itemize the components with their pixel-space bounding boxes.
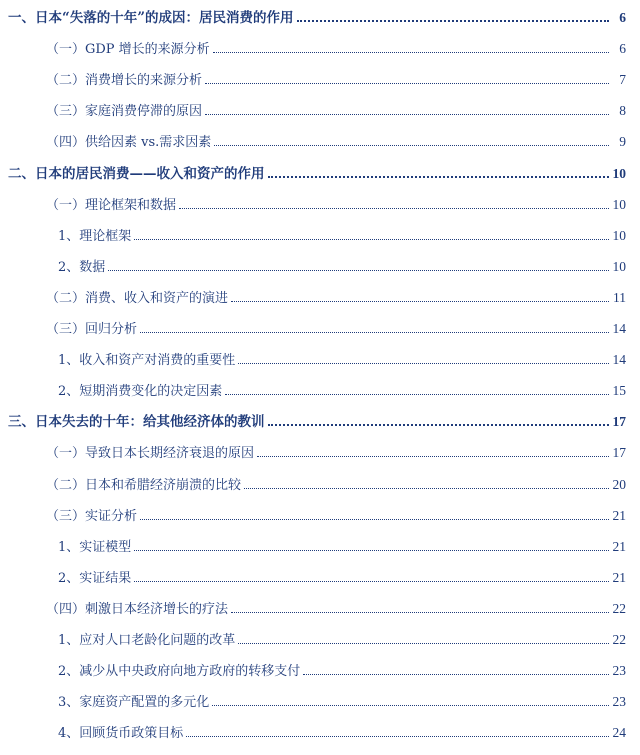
toc-entry-label: （一）理论框架和数据 <box>46 197 177 213</box>
dot-leader <box>238 362 609 364</box>
toc-chapter-entry[interactable] <box>0 408 640 430</box>
toc-subsection-entry[interactable] <box>0 626 640 648</box>
toc-entry-label: （四）刺激日本经济增长的疗法 <box>46 601 229 617</box>
toc-entry-label: 1、实证模型 <box>58 539 132 555</box>
dot-leader <box>268 423 610 426</box>
toc-entry-label: 2、实证结果 <box>58 570 132 586</box>
dot-leader <box>297 19 609 22</box>
toc-page-number: 10 <box>612 165 626 181</box>
toc-entry-label: 一、日本“失落的十年”的成因：居民消费的作用 <box>8 10 294 26</box>
dot-leader <box>214 144 609 146</box>
toc-section-entry[interactable] <box>0 315 640 337</box>
toc-page-number: 21 <box>612 507 626 523</box>
toc-page-number: 22 <box>612 600 626 616</box>
dot-leader <box>140 518 609 520</box>
toc-chapter-entry[interactable] <box>0 4 640 26</box>
toc-subsection-entry[interactable] <box>0 346 640 368</box>
toc-page-number: 21 <box>612 569 626 585</box>
dot-leader <box>225 393 609 395</box>
toc-section-entry[interactable] <box>0 502 640 524</box>
toc-section-entry[interactable] <box>0 471 640 493</box>
toc-entry-label: （三）回归分析 <box>46 322 138 337</box>
dot-leader <box>134 549 609 551</box>
toc-page-number: 8 <box>619 103 626 119</box>
toc-page-number: 14 <box>612 352 626 368</box>
toc-subsection-entry[interactable] <box>0 719 640 741</box>
toc-page-number: 23 <box>612 694 626 710</box>
toc-section-entry[interactable] <box>0 128 640 150</box>
toc-entry-label: （四）供给因素 vs.需求因素 <box>46 135 212 151</box>
dot-leader <box>186 735 609 737</box>
toc-entry-label: 2、短期消费变化的决定因素 <box>58 384 223 400</box>
dot-leader <box>205 113 609 115</box>
toc-entry-label: 三、日本失去的十年：给其他经济体的教训 <box>8 414 265 431</box>
dot-leader <box>238 642 609 644</box>
toc-section-entry[interactable] <box>0 66 640 88</box>
toc-entry-label: （三）家庭消费停滞的原因 <box>46 104 203 120</box>
toc-page-number: 23 <box>612 663 626 679</box>
toc-page-number: 17 <box>612 414 626 430</box>
toc-section-entry[interactable] <box>0 284 640 306</box>
toc-page-number: 14 <box>612 321 626 336</box>
toc-subsection-entry[interactable] <box>0 253 640 275</box>
dot-leader <box>134 238 609 240</box>
toc-page-number: 6 <box>619 41 626 57</box>
toc-chapter-entry[interactable] <box>0 160 640 182</box>
toc-section-entry[interactable] <box>0 191 640 213</box>
toc-page-number: 21 <box>612 538 626 554</box>
toc-section-entry[interactable] <box>0 439 640 461</box>
toc-entry-label: 1、收入和资产对消费的重要性 <box>58 353 236 369</box>
dot-leader <box>205 82 609 84</box>
dot-leader <box>244 487 609 489</box>
toc-entry-label: 二、日本的居民消费——收入和资产的作用 <box>8 165 265 182</box>
dot-leader <box>257 455 609 457</box>
dot-leader <box>179 207 609 209</box>
toc-subsection-entry[interactable] <box>0 657 640 679</box>
toc-entry-label: 3、家庭资产配置的多元化 <box>58 695 210 711</box>
toc-page-number: 10 <box>612 258 626 274</box>
toc-subsection-entry[interactable] <box>0 222 640 244</box>
toc-entry-label: （二）消费增长的来源分析 <box>46 73 203 89</box>
toc-section-entry[interactable] <box>0 595 640 617</box>
toc-page-number: 10 <box>612 227 626 243</box>
toc-entry-label: （二）日本和希腊经济崩溃的比较 <box>46 477 242 493</box>
toc-page-number: 17 <box>612 445 626 461</box>
toc-section-entry[interactable] <box>0 35 640 57</box>
toc-subsection-entry[interactable] <box>0 377 640 399</box>
dot-leader <box>140 331 609 333</box>
toc-page-number: 20 <box>612 476 626 492</box>
toc-entry-label: 2、减少从中央政府向地方政府的转移支付 <box>58 664 301 680</box>
toc-page-number: 11 <box>613 289 626 305</box>
toc-subsection-entry[interactable] <box>0 564 640 586</box>
dot-leader <box>231 611 609 613</box>
toc-subsection-entry[interactable] <box>0 688 640 710</box>
toc-entry-label: （三）实证分析 <box>46 508 138 524</box>
toc-page-number: 22 <box>612 632 626 647</box>
dot-leader <box>213 51 609 53</box>
dot-leader <box>134 580 609 582</box>
toc-page-number: 7 <box>619 72 626 88</box>
toc-subsection-entry[interactable] <box>0 533 640 555</box>
toc-entry-label: 4、回顾货币政策目标 <box>58 726 184 742</box>
toc-entry-label: （一）GDP 增长的来源分析 <box>46 42 210 58</box>
dot-leader <box>108 269 609 271</box>
toc-entry-label: 1、理论框架 <box>58 228 132 244</box>
toc-page-number: 10 <box>612 196 626 212</box>
toc-page-number: 9 <box>619 134 626 150</box>
dot-leader <box>268 175 610 178</box>
toc-entry-label: （一）导致日本长期经济衰退的原因 <box>46 446 255 462</box>
dot-leader <box>303 673 609 675</box>
toc-page-number: 24 <box>612 725 626 741</box>
toc-entry-label: 2、数据 <box>58 259 106 275</box>
toc-entry-label: 1、应对人口老龄化问题的改革 <box>58 633 236 648</box>
toc-page-number: 15 <box>612 383 626 399</box>
toc-page-number: 6 <box>619 10 626 25</box>
dot-leader <box>231 300 609 302</box>
toc-section-entry[interactable] <box>0 97 640 119</box>
dot-leader <box>212 704 609 706</box>
toc-entry-label: （二）消费、收入和资产的演进 <box>46 290 229 306</box>
